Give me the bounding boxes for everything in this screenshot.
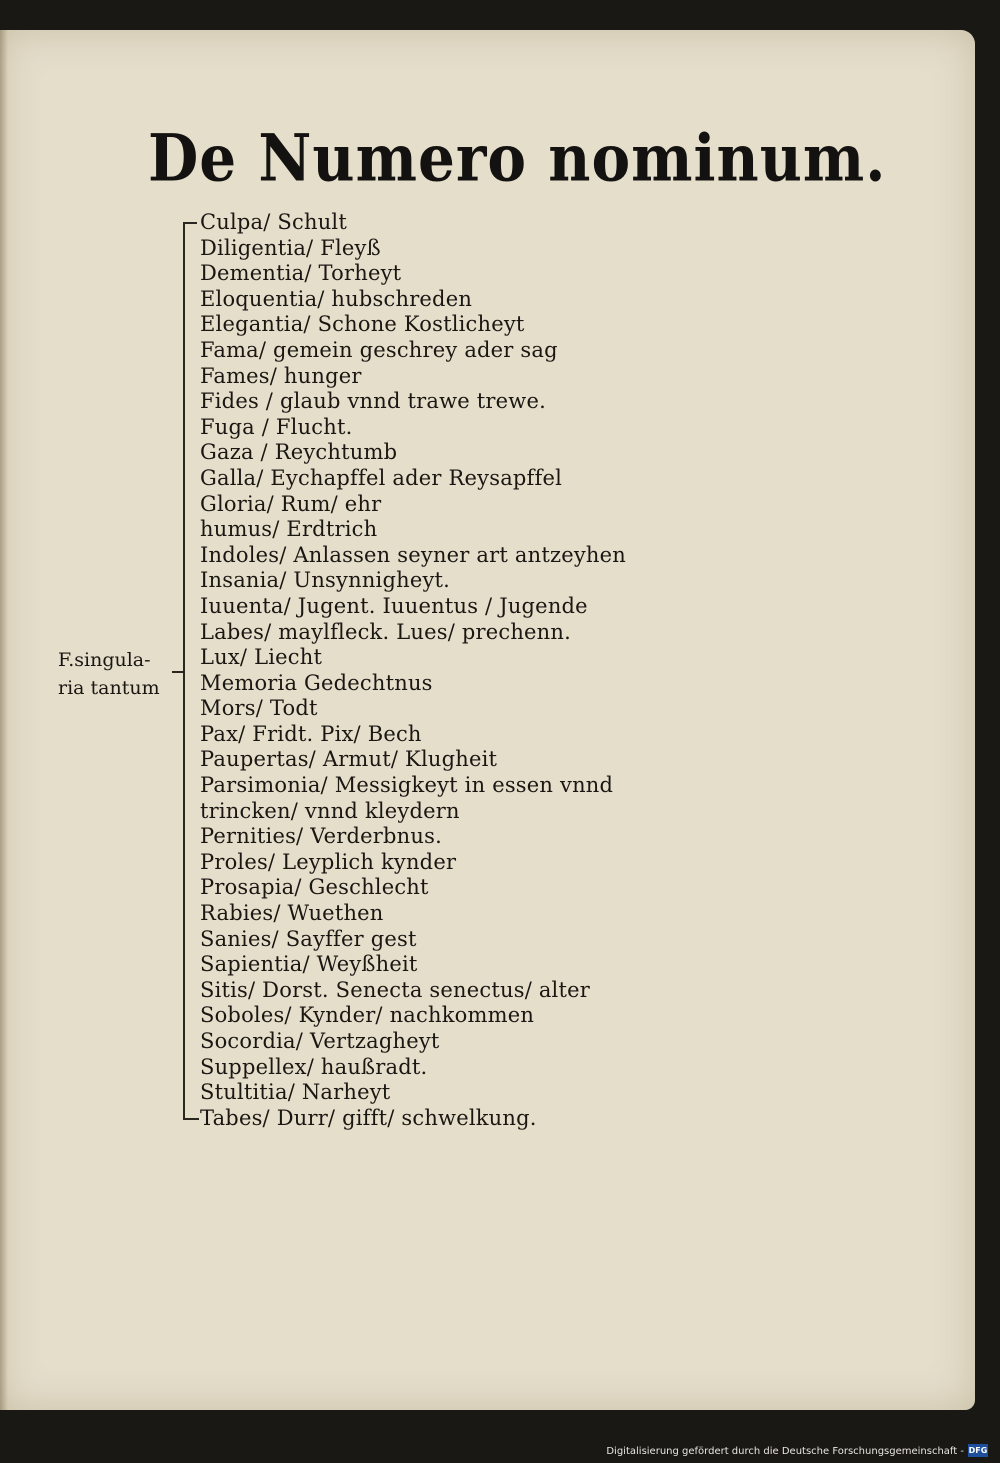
page-gutter-shadow — [0, 30, 8, 1410]
list-item: Tabes/ Durr/ gifft/ schwelkung. — [200, 1105, 537, 1130]
list-item: Sitis/ Dorst. Senecta senectus/ alter — [200, 977, 590, 1002]
bracket-top-hook — [183, 222, 197, 224]
list-item: Fames/ hunger — [200, 363, 362, 388]
list-item: Gaza / Reychtumb — [200, 440, 398, 465]
bracket-label-line-2: ria tantum — [58, 677, 160, 699]
bracket-bottom-hook — [183, 1118, 199, 1120]
list-item: humus/ Erdtrich — [200, 517, 378, 542]
bracket-middle-point — [172, 671, 184, 673]
list-item: Prosapia/ Geschlecht — [200, 875, 429, 900]
list-item: Fuga / Flucht. — [200, 414, 353, 439]
dfg-logo-icon: DFG — [968, 1446, 988, 1455]
list-item: Pernities/ Verderbnus. — [200, 824, 442, 849]
list-item: Suppellex/ haußradt. — [200, 1054, 428, 1079]
list-item: Socordia/ Vertzagheyt — [200, 1029, 440, 1053]
list-item: Insania/ Unsynnigheyt. — [200, 568, 451, 593]
list-item: trincken/ vnnd kleydern — [200, 798, 460, 823]
list-item: Culpa/ Schult — [200, 210, 347, 234]
bracket-label-line-1: F.singula- — [58, 649, 151, 671]
list-item: Sanies/ Sayffer gest — [200, 926, 417, 951]
page-title: De Numero nominum. — [148, 120, 887, 197]
digitization-credit: Digitalisierung gefördert durch die Deutsche Forschungsgemeinschaft - — [606, 1446, 964, 1457]
list-item: Labes/ maylfleck. Lues/ prechenn. — [200, 619, 572, 644]
list-item: Mors/ Todt — [200, 696, 318, 721]
list-item: Fides / glaub vnnd trawe trewe. — [200, 389, 546, 414]
list-item: Dementia/ Torheyt — [200, 261, 402, 286]
list-item: Lux/ Liecht — [200, 645, 323, 670]
list-item: Eloquentia/ hubschreden — [200, 286, 473, 311]
list-item: Rabies/ Wuethen — [200, 901, 384, 926]
list-item: Parsimonia/ Messigkeyt in essen vnnd — [200, 773, 614, 798]
list-item: Elegantia/ Schone Kostlicheyt — [200, 312, 525, 337]
list-item: Fama/ gemein geschrey ader sag — [200, 337, 558, 362]
list-item: Stultitia/ Narheyt — [200, 1080, 391, 1105]
list-item: Diligentia/ Fleyß — [200, 235, 381, 260]
bracket-label — [58, 646, 160, 702]
list-item: Memoria Gedechtnus — [200, 670, 433, 695]
list-item: Indoles/ Anlassen seyner art antzeyhen — [200, 542, 627, 567]
list-item: Sapientia/ Weyßheit — [200, 952, 418, 977]
list-item: Iuuenta/ Jugent. Iuuentus / Jugende — [200, 593, 588, 618]
noun-list — [200, 210, 626, 1131]
list-item: Paupertas/ Armut/ Klugheit — [200, 747, 498, 772]
list-item: Pax/ Fridt. Pix/ Bech — [200, 721, 422, 746]
list-item: Galla/ Eychapffel ader Reysapffel — [200, 465, 563, 490]
list-item: Gloria/ Rum/ ehr — [200, 491, 382, 516]
list-item: Soboles/ Kynder/ nachkommen — [200, 1003, 535, 1028]
list-item: Proles/ Leyplich kynder — [200, 849, 457, 874]
